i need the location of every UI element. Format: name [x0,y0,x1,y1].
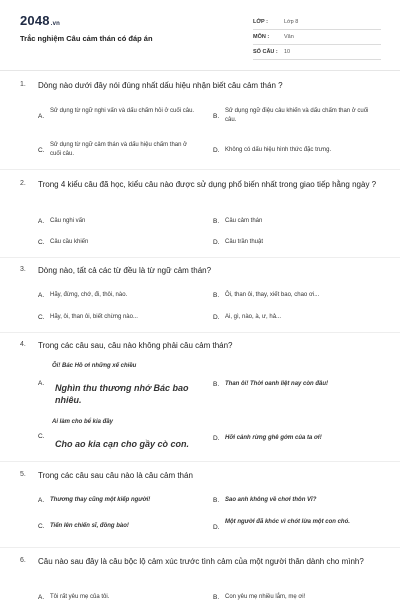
meta-subject [253,31,381,45]
question-4 [20,340,382,352]
option-letter: A. [38,113,45,120]
option-letter: D. [213,147,220,154]
option-letter: C. [38,523,45,530]
option-letter: B. [213,594,220,600]
option-line-1: Ôi! Bác Hồ ơi những xế chiều [52,363,137,369]
option-text: Sử dụng từ ngữ cảm thán và dấu hiệu chấm than ở cuối câu. [50,142,188,157]
meta-label: LỚP : [253,19,268,25]
option-text: Con yêu mẹ nhiều lắm, mẹ ơi! [225,594,306,600]
meta-value: 10 [284,49,291,55]
option-text: Hãy, đừng, chớ, đi, thôi, nào. [50,292,128,298]
option-text: Sử dụng ngữ điệu câu khiến và dấu chấm than ở cuối câu. [225,108,369,123]
meta-count [253,46,381,60]
question-divider [0,169,400,170]
meta-value: Lớp 8 [284,19,299,25]
question-number: 6. [20,557,26,564]
option-letter: B. [213,381,220,388]
option-letter: D. [213,314,220,321]
option-letter: A. [38,218,45,225]
question-text: Trong 4 kiểu câu đã học, kiểu câu nào được sử dụng phổ biến nhất trong giao tiếp hằng ngày ? [38,180,377,189]
option-text: Câu nghi vấn [50,218,86,224]
option-text: Không có dấu hiệu hình thức đặc trưng. [225,147,332,153]
option-letter: A. [38,380,45,387]
option-text: Ai, gì, nào, à, ư, hả... [225,314,282,320]
option-letter: D. [213,239,220,246]
option-letter: A. [38,497,45,504]
option-text: Sử dụng từ ngữ nghi vấn và dấu chấm hỏi ở cuối câu. [50,108,195,114]
question-divider [0,257,400,258]
option-text: Than ôi! Thời oanh liệt nay còn đâu! [225,381,329,387]
question-text: Trong các câu sau câu nào là câu cảm thán [38,471,193,480]
question-divider [0,461,400,462]
option-text: Ôi, than ôi, thay, xiết bao, chao ơi... [225,292,320,298]
question-number: 3. [20,266,26,273]
meta-class [253,16,381,30]
question-text: Câu nào sau đây là câu bộc lộ cảm xúc trước tình cảm của một người thân dành cho mình? [38,557,364,566]
question-number: 5. [20,471,26,478]
option-line-2: Cho ao kia cạn cho gầy cò con. [55,439,190,449]
page-header [0,0,400,68]
option-letter: B. [213,292,220,299]
option-text: Một người đã khóc vì chót lừa một con chó. [225,519,350,525]
option-letter: C. [38,147,45,154]
option-letter: C. [38,433,45,440]
option-letter: B. [213,218,220,225]
option-text: Hỡi cảnh rừng ghê gớm của ta ơi! [225,435,322,441]
quiz-title: Trắc nghiệm Câu cảm thán có đáp án [20,34,153,43]
option-line-2: Nghìn thu thương nhớ Bác bao nhiêu. [55,383,189,405]
option-text: Tôi rất yêu mẹ của tôi. [50,594,110,600]
option-letter: C. [38,239,45,246]
option-text: Tiến lên chiến sĩ, đồng bào! [50,523,129,529]
site-logo[interactable] [20,13,60,28]
question-text: Trong các câu sau, câu nào không phải câu cảm thán? [38,341,233,350]
question-divider [0,547,400,548]
option-text: Hãy, ôi, than ôi, biết chừng nào... [50,314,138,320]
question-1 [20,80,382,92]
question-text: Dòng nào dưới đây nói đúng nhất dấu hiệu nhận biết câu cảm thán ? [38,81,283,90]
option-text: Câu cầu khiến [50,239,89,245]
option-letter: B. [213,497,220,504]
logo-text: 2048 [20,13,50,28]
header-divider [0,70,400,71]
option-line-1: Ai làm cho bể kia đầy [52,419,114,425]
option-text: Sao anh không về chơi thôn Vĩ? [225,497,317,503]
question-number: 1. [20,81,26,88]
logo-suffix: .vn [50,21,61,27]
option-letter: A. [38,594,45,600]
meta-value: Văn [284,34,294,40]
option-text: Câu cảm thán [225,218,263,224]
option-letter: D. [213,435,220,442]
question-6 [20,556,382,568]
question-divider [0,332,400,333]
question-number: 4. [20,341,26,348]
option-letter: C. [38,314,45,321]
question-3 [20,265,382,277]
option-letter: D. [213,524,220,531]
option-text: Thương thay cũng một kiếp người! [50,497,151,503]
meta-label: MÔN : [253,34,270,40]
question-2 [20,179,382,191]
question-number: 2. [20,180,26,187]
question-5 [20,470,382,482]
option-letter: A. [38,292,45,299]
meta-label: SỐ CÂU : [253,49,278,55]
option-letter: B. [213,113,220,120]
question-text: Dòng nào, tất cả các từ đều là từ ngữ cảm thán? [38,266,212,275]
option-text: Câu trần thuật [225,239,264,245]
